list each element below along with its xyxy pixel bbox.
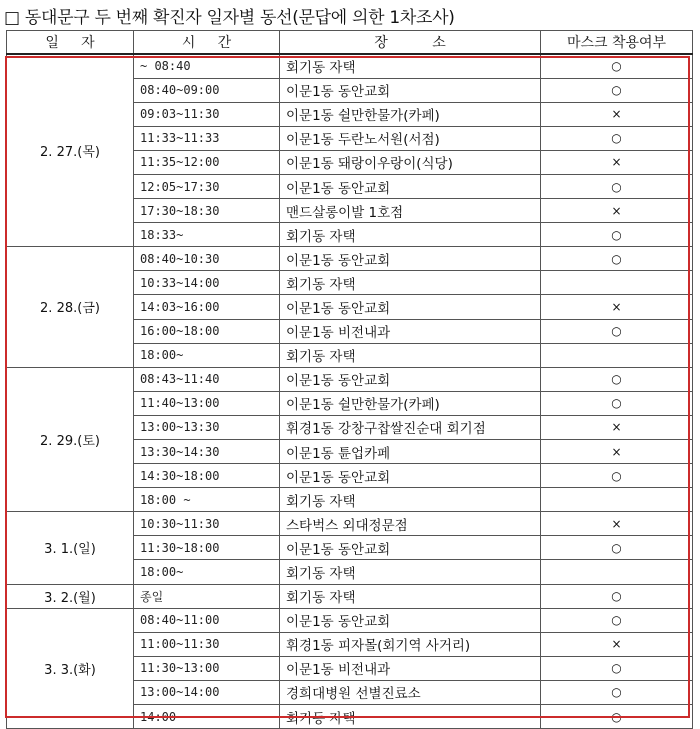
mask-cell: × — [541, 440, 693, 464]
mask-cell: × — [541, 632, 693, 656]
mask-cell: ○ — [541, 247, 693, 271]
time-cell: 11:33~11:33 — [134, 126, 280, 150]
time-cell: 11:00~11:30 — [134, 632, 280, 656]
place-cell: 이문1동 동안교회 — [280, 78, 541, 102]
mask-cell: ○ — [541, 656, 693, 680]
time-cell: 13:30~14:30 — [134, 440, 280, 464]
header-place: 장 소 — [280, 31, 541, 55]
mask-cell: × — [541, 415, 693, 439]
header-time: 시 간 — [134, 31, 280, 55]
place-cell: 회기동 자택 — [280, 488, 541, 512]
place-cell: 이문1동 동안교회 — [280, 367, 541, 391]
time-cell: 08:40~09:00 — [134, 78, 280, 102]
movement-table — [6, 30, 693, 729]
mask-cell: ○ — [541, 126, 693, 150]
time-cell: 18:00 ~ — [134, 488, 280, 512]
place-cell: 이문1동 동안교회 — [280, 174, 541, 198]
time-cell: 11:30~18:00 — [134, 536, 280, 560]
header-mask: 마스크 착용여부 — [541, 31, 693, 55]
place-cell: 이문1동 돼랑이우랑이(식당) — [280, 150, 541, 174]
mask-cell: × — [541, 102, 693, 126]
mask-cell: ○ — [541, 608, 693, 632]
time-cell: 10:30~11:30 — [134, 512, 280, 536]
place-cell: 이문1동 동안교회 — [280, 536, 541, 560]
time-cell: 18:00~ — [134, 343, 280, 367]
place-cell: 회기동 자택 — [280, 705, 541, 729]
place-cell: 회기동 자택 — [280, 584, 541, 608]
time-cell: 18:00~ — [134, 560, 280, 584]
mask-cell: ○ — [541, 464, 693, 488]
date-cell: 2. 28.(금) — [7, 247, 134, 367]
time-cell: 16:00~18:00 — [134, 319, 280, 343]
date-cell: 3. 2.(월) — [7, 584, 134, 608]
place-cell: 이문1동 동안교회 — [280, 247, 541, 271]
mask-cell: ○ — [541, 680, 693, 704]
place-cell: 경희대병원 선별진료소 — [280, 680, 541, 704]
time-cell: 08:40~10:30 — [134, 247, 280, 271]
time-cell: 08:43~11:40 — [134, 367, 280, 391]
date-cell: 3. 1.(일) — [7, 512, 134, 584]
time-cell: 13:00~13:30 — [134, 415, 280, 439]
time-cell: 08:40~11:00 — [134, 608, 280, 632]
place-cell: 회기동 자택 — [280, 54, 541, 78]
mask-cell: ○ — [541, 78, 693, 102]
mask-cell: ○ — [541, 705, 693, 729]
mask-cell: ○ — [541, 536, 693, 560]
mask-cell: × — [541, 199, 693, 223]
mask-cell: ○ — [541, 391, 693, 415]
place-cell: 이문1동 쉴만한물가(카페) — [280, 391, 541, 415]
place-cell: 회기동 자택 — [280, 271, 541, 295]
place-cell: 휘경1동 강창구찹쌀진순대 회기점 — [280, 415, 541, 439]
table-row — [7, 367, 693, 391]
date-cell: 2. 27.(목) — [7, 54, 134, 247]
time-cell: 종일 — [134, 584, 280, 608]
place-cell: 이문1동 두란노서원(서점) — [280, 126, 541, 150]
place-cell: 스타벅스 외대정문점 — [280, 512, 541, 536]
table-row — [7, 54, 693, 78]
mask-cell — [541, 488, 693, 512]
place-cell: 휘경1동 피자몰(회기역 사거리) — [280, 632, 541, 656]
table-row — [7, 247, 693, 271]
place-cell: 이문1동 쉴만한물가(카페) — [280, 102, 541, 126]
mask-cell — [541, 343, 693, 367]
place-cell: 맨드살롱이발 1호점 — [280, 199, 541, 223]
header-date: 일 자 — [7, 31, 134, 55]
place-cell: 이문1동 동안교회 — [280, 608, 541, 632]
table-header-row — [7, 31, 693, 55]
mask-cell: × — [541, 150, 693, 174]
place-cell: 이문1동 동안교회 — [280, 464, 541, 488]
time-cell: 14:03~16:00 — [134, 295, 280, 319]
mask-cell: ○ — [541, 54, 693, 78]
time-cell: 10:33~14:00 — [134, 271, 280, 295]
place-cell: 이문1동 비전내과 — [280, 319, 541, 343]
mask-cell — [541, 560, 693, 584]
time-cell: 13:00~14:00 — [134, 680, 280, 704]
mask-cell: ○ — [541, 367, 693, 391]
mask-cell: ○ — [541, 319, 693, 343]
time-cell: 14:30~18:00 — [134, 464, 280, 488]
table-row — [7, 608, 693, 632]
place-cell: 회기동 자택 — [280, 343, 541, 367]
page-title: □ 동대문구 두 번째 확진자 일자별 동선(문답에 의한 1차조사) — [4, 8, 455, 28]
table-row — [7, 584, 693, 608]
time-cell: ~ 08:40 — [134, 54, 280, 78]
time-cell: 09:03~11:30 — [134, 102, 280, 126]
date-cell: 2. 29.(토) — [7, 367, 134, 512]
place-cell: 회기동 자택 — [280, 223, 541, 247]
mask-cell — [541, 271, 693, 295]
time-cell: 17:30~18:30 — [134, 199, 280, 223]
mask-cell: × — [541, 512, 693, 536]
time-cell: 11:35~12:00 — [134, 150, 280, 174]
date-cell: 3. 3.(화) — [7, 608, 134, 728]
place-cell: 이문1동 튠업카페 — [280, 440, 541, 464]
time-cell: 14:00 ~ — [134, 705, 280, 729]
mask-cell: ○ — [541, 223, 693, 247]
mask-cell: ○ — [541, 584, 693, 608]
table-body — [7, 54, 693, 729]
place-cell: 회기동 자택 — [280, 560, 541, 584]
table-row — [7, 512, 693, 536]
time-cell: 11:40~13:00 — [134, 391, 280, 415]
time-cell: 18:33~ — [134, 223, 280, 247]
time-cell: 12:05~17:30 — [134, 174, 280, 198]
place-cell: 이문1동 동안교회 — [280, 295, 541, 319]
time-cell: 11:30~13:00 — [134, 656, 280, 680]
place-cell: 이문1동 비전내과 — [280, 656, 541, 680]
mask-cell: × — [541, 295, 693, 319]
mask-cell: ○ — [541, 174, 693, 198]
